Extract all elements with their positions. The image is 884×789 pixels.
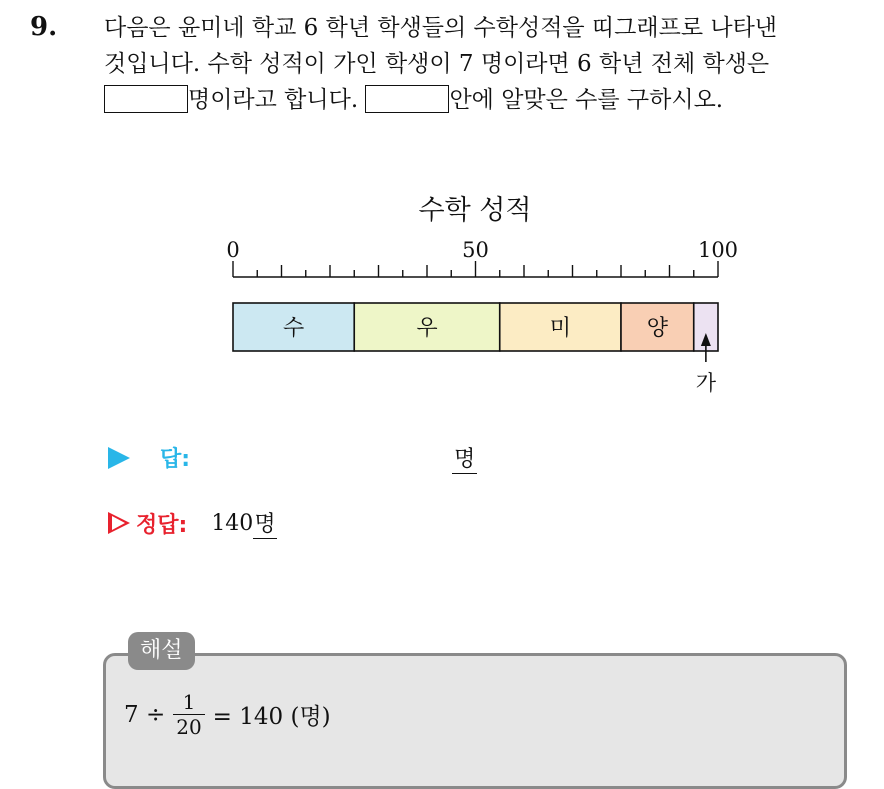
axis-tick-label: 0: [226, 238, 240, 262]
correct-answer-label: 정답:: [136, 512, 188, 538]
answer-row: [108, 442, 190, 473]
band-segment-label: 양: [646, 316, 669, 341]
question-line-1: 다음은 윤미네 학교 6 학년 학생들의 수학성적을 띠그래프로 나타낸: [104, 15, 778, 41]
question-number: 9.: [30, 12, 58, 42]
formula-rhs: = 140 (명): [212, 704, 331, 730]
correct-answer-row: [108, 507, 277, 539]
explanation-formula: [124, 690, 331, 739]
band-segment-label: 수: [282, 316, 305, 341]
fraction-numerator: 1: [182, 690, 196, 714]
formula-lhs: 7 ÷: [124, 701, 166, 728]
axis-tick-label: 100: [697, 238, 739, 262]
correct-answer-value: 140: [211, 510, 254, 536]
answer-label: 답:: [160, 447, 191, 472]
outline-arrow-icon: [108, 512, 130, 534]
explanation-tab: 해설: [128, 632, 195, 670]
fraction: [173, 690, 204, 739]
band-segment-label: 미: [549, 316, 572, 341]
question-line-2: 것입니다. 수학 성적이 가인 학생이 7 명이라면 6 학년 전체 학생은: [104, 51, 770, 77]
question-line-3-end: 안에 알맞은 수를 구하시오.: [449, 87, 724, 113]
play-arrow-icon: [108, 447, 130, 469]
question-line-3-text: 명이라고 합니다.: [188, 87, 359, 113]
band-segment-label: 우: [416, 316, 438, 341]
chart-bars: [233, 303, 718, 351]
axis-tick-label: 50: [462, 238, 489, 262]
pointer-label: 가: [695, 371, 717, 395]
correct-answer-unit: 명: [253, 507, 276, 539]
answer-unit: 명: [452, 442, 477, 474]
chart-axis: [226, 238, 738, 277]
fraction-denominator: 20: [173, 714, 204, 739]
chart-title: 수학 성적: [418, 195, 532, 226]
